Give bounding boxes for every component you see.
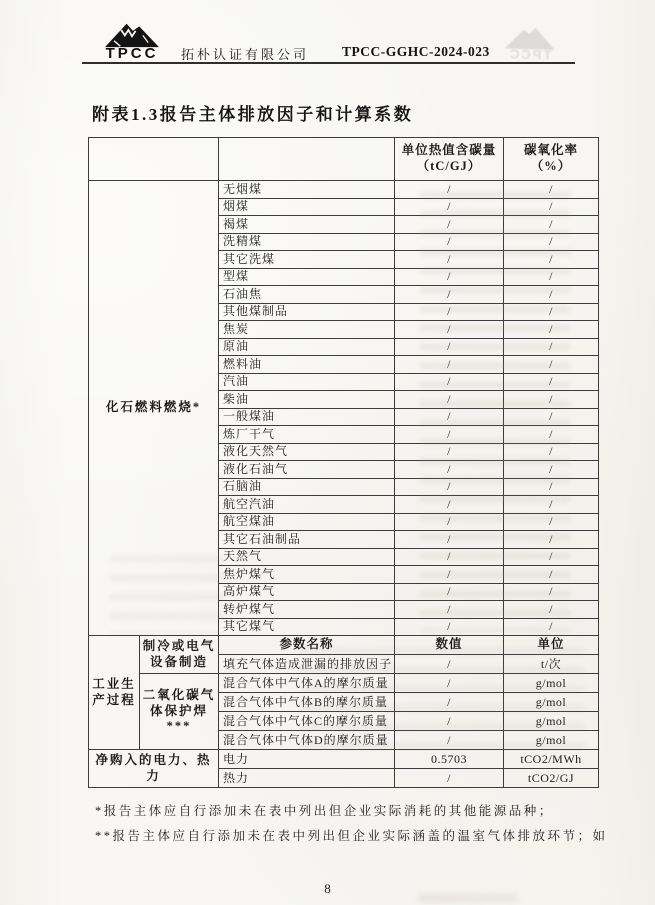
fuel-name-cell: 石脑油	[219, 478, 395, 496]
fuel-name-cell: 柴油	[219, 391, 395, 409]
table-row	[89, 674, 599, 693]
oxidation-rate-cell: /	[504, 426, 599, 444]
oxidation-rate-cell: /	[504, 321, 599, 339]
oxidation-rate-cell: /	[504, 181, 599, 199]
fuel-name-cell: 炼厂干气	[219, 426, 395, 444]
fuel-name-cell: 烟煤	[219, 198, 395, 216]
oxidation-rate-cell: /	[504, 443, 599, 461]
mountain-logo-ghost-icon	[502, 24, 559, 51]
fuel-name-cell: 一般煤油	[219, 408, 395, 426]
oxidation-rate-cell: /	[504, 391, 599, 409]
carbon-content-cell: /	[395, 391, 504, 409]
col-header-carbon-content	[395, 138, 504, 181]
param-value-cell: /	[395, 712, 504, 731]
oxidation-rate-cell: /	[504, 478, 599, 496]
tpcc-logo	[94, 21, 170, 62]
fuel-name-cell: 航空汽油	[219, 496, 395, 514]
fuel-name-cell: 其它石油制品	[219, 531, 395, 549]
param-name-cell: 混合气体中气体B的摩尔质量	[219, 693, 395, 712]
fuel-name-cell: 其它煤气	[219, 618, 395, 636]
oxidation-rate-cell: /	[504, 338, 599, 356]
col-header-oxidation-unit: （%）	[530, 159, 572, 173]
footnote-1: *报告主体应自行添加未在表中列出但企业实际消耗的其他能源品种；	[95, 804, 554, 818]
carbon-content-cell: /	[395, 198, 504, 216]
welding-subcategory-cell: 二氧化碳气体保护焊***	[140, 674, 219, 750]
param-unit-cell: g/mol	[504, 731, 599, 750]
carbon-content-cell: /	[395, 426, 504, 444]
oxidation-rate-cell: /	[504, 566, 599, 584]
param-name-cell: 热力	[219, 769, 395, 788]
param-unit-cell: g/mol	[504, 693, 599, 712]
oxidation-rate-cell: /	[504, 268, 599, 286]
oxidation-rate-cell: /	[504, 583, 599, 601]
param-value-cell: /	[395, 693, 504, 712]
fuel-name-cell: 高炉煤气	[219, 583, 395, 601]
carbon-content-cell: /	[395, 181, 504, 199]
fuel-name-cell: 天然气	[219, 548, 395, 566]
industrial-category-cell: 工业生产过程	[89, 636, 140, 750]
carbon-content-cell: /	[395, 373, 504, 391]
oxidation-rate-cell: /	[504, 233, 599, 251]
oxidation-rate-cell: /	[504, 461, 599, 479]
oxidation-rate-cell: /	[504, 356, 599, 374]
fuel-name-cell: 转炉煤气	[219, 601, 395, 619]
fuel-name-cell: 焦炭	[219, 321, 395, 339]
footnote-2: **报告主体应自行添加未在表中列出但企业实际涵盖的温室气体排放环节；如	[95, 829, 608, 843]
header-rule	[82, 62, 575, 64]
col-header-oxidation-label: 碳氧化率	[523, 143, 578, 158]
carbon-content-cell: /	[395, 356, 504, 374]
param-name-cell: 电力	[219, 750, 395, 769]
oxidation-rate-cell: /	[504, 513, 599, 531]
oxidation-rate-cell: /	[504, 198, 599, 216]
carbon-content-cell: /	[395, 338, 504, 356]
empty-header-cell	[89, 138, 219, 181]
fuel-name-cell: 焦炉煤气	[219, 566, 395, 584]
table-header-row	[89, 138, 599, 181]
fuel-name-cell: 航空煤油	[219, 513, 395, 531]
param-name-cell: 混合气体中气体A的摩尔质量	[219, 674, 395, 693]
carbon-content-cell: /	[395, 303, 504, 321]
param-unit-cell: t/次	[504, 655, 599, 674]
carbon-content-cell: /	[395, 566, 504, 584]
refrigeration-subcategory-cell: 制冷或电气设备制造	[140, 636, 219, 674]
carbon-content-cell: /	[395, 443, 504, 461]
fossil-category-cell: 化石燃料燃烧*	[89, 181, 219, 636]
col-header-carbon-content-unit: （tC/GJ）	[416, 159, 482, 173]
fuel-name-cell: 型煤	[219, 268, 395, 286]
param-value-cell: /	[395, 769, 504, 788]
param-unit-cell: tCO2/GJ	[504, 769, 599, 788]
param-value-cell: /	[395, 731, 504, 750]
oxidation-rate-cell: /	[504, 286, 599, 304]
purchased-energy-category-cell: 净购入的电力、热力	[89, 750, 219, 788]
carbon-content-cell: /	[395, 531, 504, 549]
page-title: 附表1.3报告主体排放因子和计算系数	[92, 105, 414, 124]
param-value-cell: /	[395, 674, 504, 693]
fuel-name-cell: 其他煤制品	[219, 303, 395, 321]
param-unit-cell: g/mol	[504, 674, 599, 693]
param-name-cell: 填充气体造成泄漏的排放因子	[219, 655, 395, 674]
param-value-header: 数值	[395, 636, 504, 655]
carbon-content-cell: /	[395, 583, 504, 601]
document-number: TPCC-GGHC-2024-023	[342, 44, 490, 59]
param-header-row	[89, 636, 599, 655]
fuel-name-cell: 燃料油	[219, 356, 395, 374]
carbon-content-cell: /	[395, 513, 504, 531]
page-number: 8	[324, 881, 331, 896]
fuel-name-cell: 液化石油气	[219, 461, 395, 479]
oxidation-rate-cell: /	[504, 601, 599, 619]
fuel-name-cell: 液化天然气	[219, 443, 395, 461]
fuel-name-cell: 无烟煤	[219, 181, 395, 199]
param-name-cell: 混合气体中气体D的摩尔质量	[219, 731, 395, 750]
carbon-content-cell: /	[395, 478, 504, 496]
table-row	[89, 181, 599, 199]
oxidation-rate-cell: /	[504, 548, 599, 566]
carbon-content-cell: /	[395, 251, 504, 269]
mountain-logo-icon	[102, 21, 162, 48]
company-name: 拓朴认证有限公司	[181, 47, 310, 62]
carbon-content-cell: /	[395, 233, 504, 251]
param-unit-cell: g/mol	[504, 712, 599, 731]
carbon-content-cell: /	[395, 618, 504, 636]
param-name-header: 参数名称	[219, 636, 395, 655]
emission-factors-table	[88, 137, 599, 788]
fuel-name-cell: 洗精煤	[219, 233, 395, 251]
param-name-cell: 混合气体中气体C的摩尔质量	[219, 712, 395, 731]
carbon-content-cell: /	[395, 268, 504, 286]
oxidation-rate-cell: /	[504, 251, 599, 269]
oxidation-rate-cell: /	[504, 618, 599, 636]
col-header-carbon-content-label: 单位热值含碳量	[401, 143, 497, 158]
fuel-name-cell: 石油焦	[219, 286, 395, 304]
col-header-oxidation-rate	[504, 138, 599, 181]
fuel-name-cell: 原油	[219, 338, 395, 356]
oxidation-rate-cell: /	[504, 408, 599, 426]
oxidation-rate-cell: /	[504, 216, 599, 234]
logo-text: TPCC	[105, 45, 159, 62]
carbon-content-cell: /	[395, 216, 504, 234]
bleed-through-logo	[496, 24, 563, 63]
carbon-content-cell: /	[395, 408, 504, 426]
param-value-cell: /	[395, 655, 504, 674]
param-value-cell: 0.5703	[395, 750, 504, 769]
empty-header-cell	[219, 138, 395, 181]
ghost-logo-text: TPCC	[507, 46, 552, 63]
carbon-content-cell: /	[395, 461, 504, 479]
carbon-content-cell: /	[395, 548, 504, 566]
carbon-content-cell: /	[395, 321, 504, 339]
param-unit-header: 单位	[504, 636, 599, 655]
fuel-name-cell: 汽油	[219, 373, 395, 391]
table-row	[89, 750, 599, 769]
oxidation-rate-cell: /	[504, 531, 599, 549]
oxidation-rate-cell: /	[504, 373, 599, 391]
oxidation-rate-cell: /	[504, 303, 599, 321]
oxidation-rate-cell: /	[504, 496, 599, 514]
fuel-name-cell: 褐煤	[219, 216, 395, 234]
carbon-content-cell: /	[395, 286, 504, 304]
carbon-content-cell: /	[395, 496, 504, 514]
carbon-content-cell: /	[395, 601, 504, 619]
fuel-name-cell: 其它洗煤	[219, 251, 395, 269]
param-unit-cell: tCO2/MWh	[504, 750, 599, 769]
